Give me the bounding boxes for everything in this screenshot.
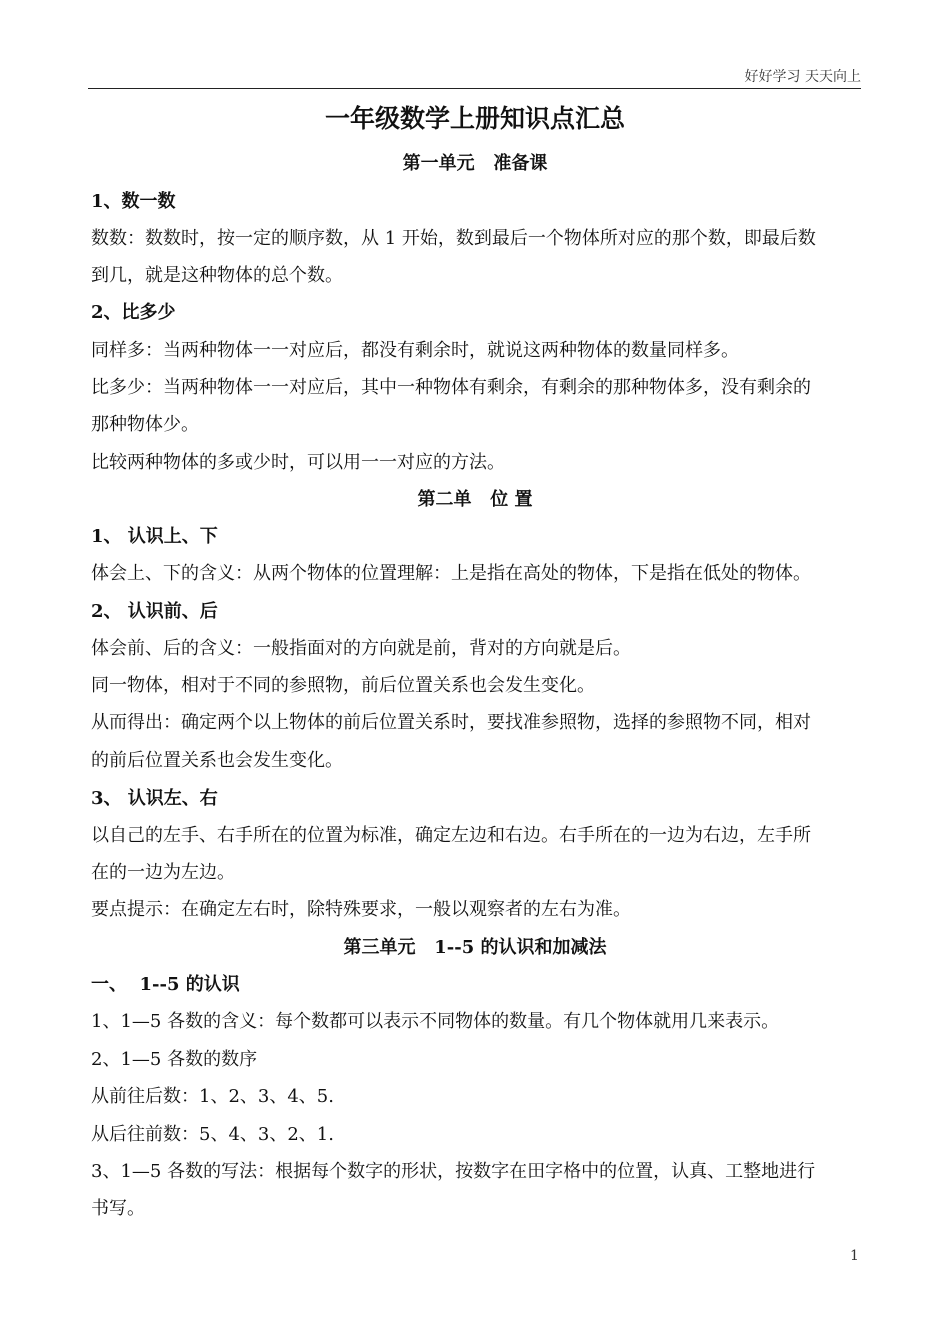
unit1-para-2: 同样多：当两种物体一一对应后，都没有剩余时，就说这两种物体的数量同样多。 [91,340,739,361]
unit1-para-1b: 到几，就是这种物体的总个数。 [91,265,343,286]
unit2-para-5a: 以自己的左手、右手所在的位置为标准，确定左边和右边。右手所在的一边为右边，左手所 [91,825,811,846]
unit3-para-5b: 书写。 [91,1198,145,1219]
unit2-heading-2: 2、 认识前、后 [91,601,218,622]
unit2-para-2: 体会前、后的含义：一般指面对的方向就是前，背对的方向就是后。 [91,638,631,659]
page-number: 1 [850,1248,859,1264]
unit2-para-4b: 的前后位置关系也会发生变化。 [91,750,343,771]
header-divider [88,88,861,89]
unit2-para-5b: 在的一边为左边。 [91,862,235,883]
unit3-para-2: 2、1—5 各数的数序 [91,1049,258,1070]
unit3-para-1: 1、1—5 各数的含义：每个数都可以表示不同物体的数量。有几个物体就用几来表示。 [91,1011,780,1032]
unit3-heading-1: 一、 1--5 的认识 [91,974,240,995]
unit2-heading-3: 3、 认识左、右 [91,788,218,809]
unit1-title: 第一单元 准备课 [402,153,548,174]
unit2-para-3: 同一物体，相对于不同的参照物，前后位置关系也会发生变化。 [91,675,595,696]
unit2-heading-1: 1、 认识上、下 [91,526,218,547]
unit2-para-1: 体会上、下的含义：从两个物体的位置理解：上是指在高处的物体，下是指在低处的物体。 [91,563,811,584]
unit3-para-5a: 3、1—5 各数的写法：根据每个数字的形状，按数字在田字格中的位置，认真、工整地进行 [91,1161,816,1182]
unit3-para-4: 从后往前数：5、4、3、2、1. [91,1124,334,1145]
unit3-para-3: 从前往后数：1、2、3、4、5. [91,1086,334,1107]
unit1-para-1a: 数数：数数时，按一定的顺序数，从 1 开始，数到最后一个物体所对应的那个数，即最后数 [91,228,816,249]
unit1-para-4: 比较两种物体的多或少时，可以用一一对应的方法。 [91,452,505,473]
unit2-para-6: 要点提示：在确定左右时，除特殊要求，一般以观察者的左右为准。 [91,899,631,920]
unit2-para-4a: 从而得出：确定两个以上物体的前后位置关系时，要找准参照物，选择的参照物不同，相对 [91,712,811,733]
page-title: 一年级数学上册知识点汇总 [324,104,625,133]
unit1-heading-1: 1、数一数 [91,191,176,212]
unit1-heading-2: 2、比多少 [91,302,176,323]
unit3-title: 第三单元 1--5 的认识和加减法 [343,937,607,958]
unit2-title: 第二单 位 置 [417,489,533,510]
unit1-para-3a: 比多少：当两种物体一一对应后，其中一种物体有剩余，有剩余的那种物体多，没有剩余的 [91,377,811,398]
header-slogan: 好好学习 天天向上 [744,69,861,85]
unit1-para-3b: 那种物体少。 [91,414,199,435]
